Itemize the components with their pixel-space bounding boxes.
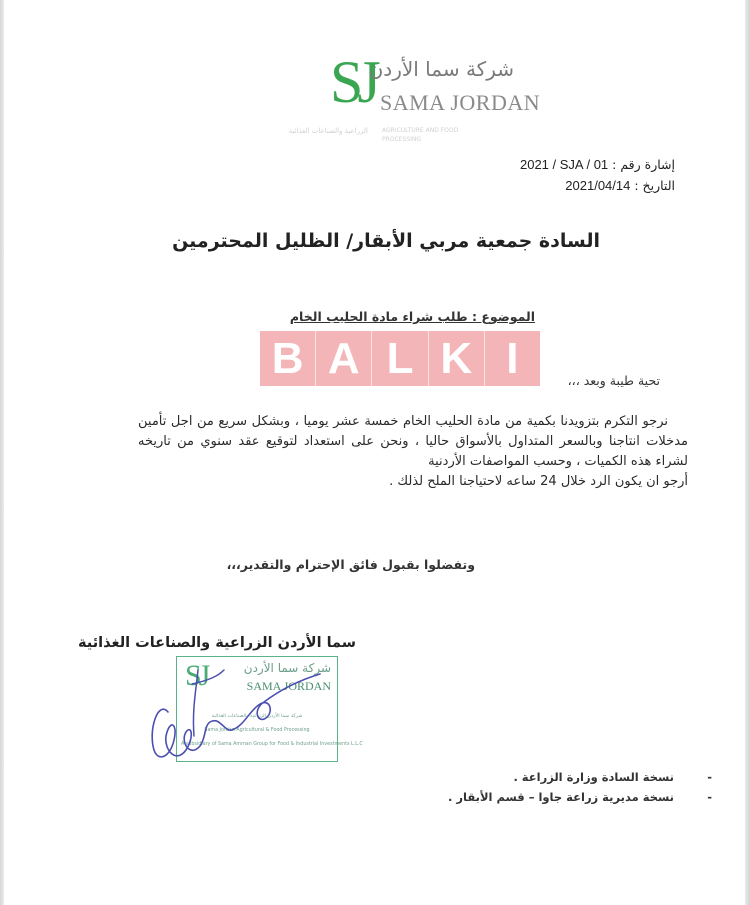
- greeting: تحية طيبة وبعد ،،،: [567, 373, 660, 388]
- letter-body: [138, 412, 688, 492]
- logo-arabic-name: شركة سما الأردن: [368, 57, 514, 81]
- logo-monogram: SJ: [330, 49, 375, 115]
- stamp-line-arabic: شركة سما الأردن الزراعية والصناعات الغذائية: [211, 714, 303, 719]
- logo-tagline-arabic: الزراعية والصناعات الغذائية: [288, 127, 368, 135]
- company-stamp: [176, 656, 363, 762]
- stamp-english-name: SAMA JORDAN: [246, 679, 331, 693]
- logo-english-name: SAMA JORDAN: [380, 90, 541, 115]
- reference-value: 2021 / SJA / 01: [519, 157, 609, 172]
- date-row: [520, 175, 675, 196]
- cc-list: [448, 767, 712, 807]
- stamp-line-subsidiary: A subsidiary of Sama Amman Group for Food & Industrial Investments L.L.C: [181, 742, 363, 747]
- cc-item: - نسخة مديرية زراعة جاوا – قسم الأبقار .: [448, 787, 712, 807]
- watermark-letter: B: [260, 331, 316, 386]
- page-edge-left: [0, 0, 4, 905]
- closing-line: وتفضلوا بقبول فائق الإحترام والتقدير،،،: [226, 557, 475, 572]
- body-paragraph: نرجو التكرم بتزويدنا بكمية من مادة الحليب الخام خمسة عشر يوميا ، وبشكل سريع من اجل تأمين مدخلات انتاجنا وبالسعر المتداول بالأسواق حاليا ، ونحن على استعداد لتوقيع عقد سنوي من تاريخه لشراء هذه الكميات ، وحسب المواصفات الأردنية: [138, 414, 688, 469]
- logo-tagline-english: AGRICULTURE AND FOOD PROCESSING: [382, 127, 459, 143]
- subject-line: الموضوع : طلب شراء مادة الحليب الخام: [289, 309, 535, 324]
- date-value: 2021/04/14: [565, 178, 631, 193]
- watermark-letter: L: [372, 331, 428, 386]
- reference-block: [520, 154, 675, 196]
- watermark-balki: [260, 331, 540, 386]
- date-label: التاريخ :: [634, 178, 675, 193]
- stamp-arabic-name: شركة سما الأردن: [243, 661, 331, 675]
- reference-label: إشارة رقم :: [612, 157, 675, 172]
- signatory-company: سما الأردن الزراعية والصناعات الغذائية: [78, 635, 357, 651]
- watermark-letter: K: [429, 331, 485, 386]
- reference-number-row: [520, 154, 675, 175]
- watermark-letter: I: [485, 331, 540, 386]
- company-logo: [286, 49, 541, 162]
- cc-item: - نسخة السادة وزارة الزراعة .: [448, 767, 712, 787]
- body-request-line: أرجو ان يكون الرد خلال 24 ساعه لاحتياجنا الملح لذلك .: [389, 474, 688, 489]
- stamp-monogram: SJ: [185, 659, 208, 692]
- watermark-letter: A: [316, 331, 372, 386]
- stamp-line-english: Sama Jordan Agricultural & Food Processing: [204, 728, 310, 733]
- addressee-heading: السادة جمعية مربي الأبقار/ الظليل المحترمين: [172, 230, 600, 252]
- page-edge-right: [745, 0, 750, 905]
